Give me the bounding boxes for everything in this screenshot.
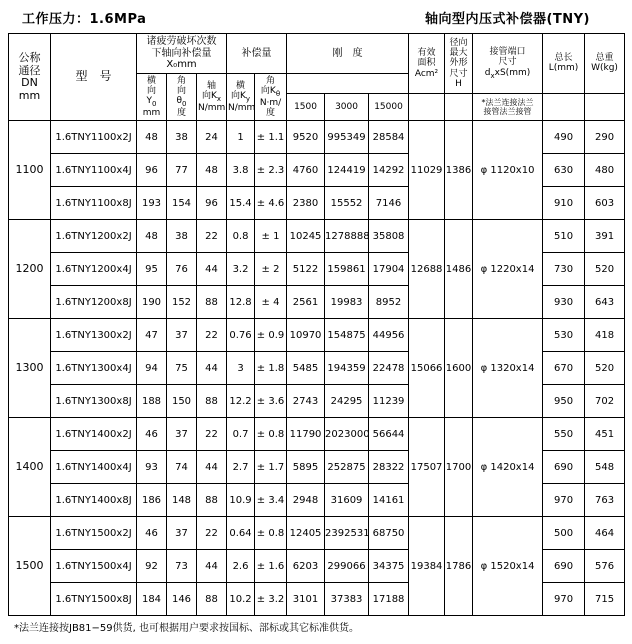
model-cell: 1.6TNY1100x8J	[51, 187, 137, 220]
dn-cell: 1500	[9, 517, 51, 616]
cycles-1500-cell: 46	[137, 517, 167, 550]
header-kt-l3: N·m/度	[259, 97, 282, 119]
ktheta-cell: 22478	[369, 352, 409, 385]
angular-cell: ± 0.9	[255, 319, 287, 352]
lateral-cell: 0.8	[227, 220, 255, 253]
lateral-cell: 3	[227, 352, 255, 385]
ky-cell: 19983	[325, 286, 369, 319]
cycles-1500-cell: 48	[137, 220, 167, 253]
header-ky-l1: 横	[236, 80, 246, 91]
header-total-weight	[585, 34, 625, 94]
cycles-3000-cell: 37	[167, 517, 197, 550]
cycles-3000-cell: 37	[167, 319, 197, 352]
length-cell: 670	[543, 352, 585, 385]
angular-cell: ± 2	[255, 253, 287, 286]
ky-cell: 15552	[325, 187, 369, 220]
header-area-l1: 有效	[417, 47, 436, 58]
length-cell: 930	[543, 286, 585, 319]
angular-cell: ± 2.3	[255, 154, 287, 187]
cycles-1500-cell: 193	[137, 187, 167, 220]
cycles-15000-cell: 44	[197, 352, 227, 385]
pipe-cell: φ 1320x14	[473, 319, 543, 418]
cycles-15000-cell: 22	[197, 220, 227, 253]
header-ky-l3: N/mm	[228, 102, 256, 113]
angular-cell: ± 1.1	[255, 121, 287, 154]
pipe-cell: φ 1420x14	[473, 418, 543, 517]
length-cell: 970	[543, 583, 585, 616]
model-cell: 1.6TNY1500x2J	[51, 517, 137, 550]
header-h-note	[445, 93, 473, 121]
kx-cell: 2743	[287, 385, 325, 418]
ktheta-cell: 35808	[369, 220, 409, 253]
ktheta-cell: 14292	[369, 154, 409, 187]
lateral-cell: 3.2	[227, 253, 255, 286]
weight-cell: 763	[585, 484, 625, 517]
table-header	[9, 34, 625, 121]
model-cell: 1.6TNY1100x4J	[51, 154, 137, 187]
document-title-bar	[8, 6, 624, 33]
area-cell: 15066	[409, 319, 445, 418]
cycles-15000-cell: 22	[197, 319, 227, 352]
angular-cell: ± 1.6	[255, 550, 287, 583]
table-row	[9, 418, 625, 451]
ktheta-cell: 14161	[369, 484, 409, 517]
lateral-cell: 2.6	[227, 550, 255, 583]
angular-cell: ± 3.6	[255, 385, 287, 418]
angular-cell: ± 3.2	[255, 583, 287, 616]
cycles-3000-cell: 73	[167, 550, 197, 583]
specification-table	[8, 33, 625, 616]
weight-cell: 451	[585, 418, 625, 451]
model-cell: 1.6TNY1200x4J	[51, 253, 137, 286]
ky-cell: 299066	[325, 550, 369, 583]
header-len-l1: 总长	[554, 53, 573, 64]
weight-cell: 290	[585, 121, 625, 154]
header-dn-l1: 公称	[18, 50, 41, 64]
header-angular	[167, 73, 197, 121]
header-angular-l1: 角	[176, 75, 186, 86]
h-cell: 1386	[445, 121, 473, 220]
kx-cell: 2948	[287, 484, 325, 517]
ktheta-cell: 28584	[369, 121, 409, 154]
angular-cell: ± 4.6	[255, 187, 287, 220]
kx-cell: 4760	[287, 154, 325, 187]
lateral-cell: 12.2	[227, 385, 255, 418]
length-cell: 550	[543, 418, 585, 451]
table-body	[9, 121, 625, 616]
model-cell: 1.6TNY1400x4J	[51, 451, 137, 484]
cycles-1500-cell: 186	[137, 484, 167, 517]
footnote: *法兰连接按JB81−59供货, 也可根据用户要求按国标、部标或其它标准供货。	[14, 623, 359, 635]
cycles-3000-cell: 146	[167, 583, 197, 616]
cycles-1500-cell: 94	[137, 352, 167, 385]
header-pipe-l2: 尺寸	[498, 57, 517, 68]
header-lateral-l1: 横	[146, 75, 156, 86]
ktheta-cell: 44956	[369, 319, 409, 352]
table-row	[9, 517, 625, 550]
model-cell: 1.6TNY1100x2J	[51, 121, 137, 154]
cycles-15000-cell: 44	[197, 451, 227, 484]
model-cell: 1.6TNY1500x4J	[51, 550, 137, 583]
kx-cell: 3101	[287, 583, 325, 616]
weight-cell: 576	[585, 550, 625, 583]
header-stiffness: 刚 度	[287, 34, 409, 74]
cycles-3000-cell: 152	[167, 286, 197, 319]
kx-cell: 10245	[287, 220, 325, 253]
cycles-1500-cell: 96	[137, 154, 167, 187]
header-fatigue-line3: X₀mm	[166, 59, 197, 70]
header-dn-l4: mm	[18, 88, 41, 102]
ky-cell: 159861	[325, 253, 369, 286]
angular-cell: ± 1.8	[255, 352, 287, 385]
ky-cell: 995349	[325, 121, 369, 154]
cycles-15000-cell: 88	[197, 286, 227, 319]
header-angular-l3: $\theta_0$	[176, 96, 187, 108]
model-cell: 1.6TNY1300x2J	[51, 319, 137, 352]
angular-cell: ± 4	[255, 286, 287, 319]
length-cell: 490	[543, 121, 585, 154]
cycles-1500-cell: 92	[137, 550, 167, 583]
header-h-l1: 径向	[449, 37, 468, 48]
angular-cell: ± 1.7	[255, 451, 287, 484]
cycles-1500-cell: 184	[137, 583, 167, 616]
header-angular-l2: 向	[176, 85, 186, 96]
ky-cell: 37383	[325, 583, 369, 616]
ktheta-cell: 34375	[369, 550, 409, 583]
header-ky-l2: 向$K_y$	[230, 91, 251, 103]
weight-cell: 418	[585, 319, 625, 352]
length-cell: 500	[543, 517, 585, 550]
header-pipe-size	[473, 34, 543, 94]
kx-cell: 5122	[287, 253, 325, 286]
pipe-cell: φ 1220x14	[473, 220, 543, 319]
weight-cell: 391	[585, 220, 625, 253]
ky-cell: 24295	[325, 385, 369, 418]
model-cell: 1.6TNY1300x4J	[51, 352, 137, 385]
length-cell: 630	[543, 154, 585, 187]
pipe-cell: φ 1520x14	[473, 517, 543, 616]
model-cell: 1.6TNY1200x8J	[51, 286, 137, 319]
lateral-cell: 3.8	[227, 154, 255, 187]
cycles-1500-cell: 190	[137, 286, 167, 319]
weight-cell: 520	[585, 253, 625, 286]
model-cell: 1.6TNY1400x2J	[51, 418, 137, 451]
h-cell: 1700	[445, 418, 473, 517]
weight-cell: 520	[585, 352, 625, 385]
header-ktheta	[255, 73, 287, 121]
header-len-l2: L(mm)	[548, 63, 579, 74]
header-kx	[197, 73, 227, 121]
cycles-15000-cell: 44	[197, 550, 227, 583]
weight-cell: 480	[585, 154, 625, 187]
ktheta-cell: 7146	[369, 187, 409, 220]
model-cell: 1.6TNY1200x2J	[51, 220, 137, 253]
lateral-cell: 0.7	[227, 418, 255, 451]
header-angular-l4: 度	[176, 108, 186, 119]
header-h-l2: 最大	[449, 47, 468, 58]
header-h-l5: H	[455, 78, 462, 89]
header-total-length	[543, 34, 585, 94]
header-radial-h	[445, 34, 473, 94]
header-lateral	[137, 73, 167, 121]
length-cell: 950	[543, 385, 585, 418]
product-type-title: 轴向型内压式补偿器(TNY)	[424, 12, 590, 27]
header-lateral-l2: 向	[146, 85, 156, 96]
cycles-15000-cell: 22	[197, 418, 227, 451]
cycles-3000-cell: 37	[167, 418, 197, 451]
header-fatigue-line1: 诸疲劳破坏次数	[146, 36, 217, 47]
lateral-cell: 10.2	[227, 583, 255, 616]
weight-cell: 464	[585, 517, 625, 550]
ktheta-cell: 17904	[369, 253, 409, 286]
ktheta-cell: 8952	[369, 286, 409, 319]
cycles-1500-cell: 48	[137, 121, 167, 154]
header-pipe-l3: $d_xxS(mm)$	[484, 67, 531, 80]
area-cell: 11029	[409, 121, 445, 220]
cycles-1500-cell: 188	[137, 385, 167, 418]
lateral-cell: 12.8	[227, 286, 255, 319]
angular-cell: ± 0.8	[255, 418, 287, 451]
model-cell: 1.6TNY1500x8J	[51, 583, 137, 616]
weight-cell: 643	[585, 286, 625, 319]
cycles-3000-cell: 154	[167, 187, 197, 220]
ky-cell: 194359	[325, 352, 369, 385]
lateral-cell: 15.4	[227, 187, 255, 220]
pipe-cell: φ 1120x10	[473, 121, 543, 220]
header-kx-l1: 轴	[207, 80, 217, 91]
header-model: 型 号	[51, 34, 137, 121]
kx-cell: 10970	[287, 319, 325, 352]
header-len-note	[543, 93, 585, 121]
area-cell: 12688	[409, 220, 445, 319]
angular-cell: ± 3.4	[255, 484, 287, 517]
kx-cell: 2380	[287, 187, 325, 220]
length-cell: 970	[543, 484, 585, 517]
model-cell: 1.6TNY1400x8J	[51, 484, 137, 517]
length-cell: 530	[543, 319, 585, 352]
kx-cell: 9520	[287, 121, 325, 154]
cycles-15000-cell: 24	[197, 121, 227, 154]
length-cell: 690	[543, 550, 585, 583]
lateral-cell: 1	[227, 121, 255, 154]
h-cell: 1486	[445, 220, 473, 319]
angular-cell: ± 0.8	[255, 517, 287, 550]
ky-cell: 154875	[325, 319, 369, 352]
header-kx-l2: 向$K_x$	[201, 91, 222, 103]
header-h-l3: 外形	[449, 58, 468, 69]
length-cell: 690	[543, 451, 585, 484]
header-lateral-l3: $Y_0$	[146, 96, 157, 108]
cycles-15000-cell: 44	[197, 253, 227, 286]
header-kt-l1: 角	[266, 75, 276, 86]
ktheta-cell: 28322	[369, 451, 409, 484]
header-pipe-note: *法兰连接法兰 接管法兰接管	[473, 93, 543, 121]
cycles-15000-cell: 96	[197, 187, 227, 220]
header-h-l4: 尺寸	[449, 68, 468, 79]
kx-cell: 5485	[287, 352, 325, 385]
header-w-l2: W(kg)	[591, 63, 618, 74]
ky-cell: 2023000	[325, 418, 369, 451]
length-cell: 510	[543, 220, 585, 253]
kx-cell: 12405	[287, 517, 325, 550]
header-cycles-3000: 3000	[325, 93, 369, 121]
weight-cell: 715	[585, 583, 625, 616]
dn-cell: 1200	[9, 220, 51, 319]
lateral-cell: 10.9	[227, 484, 255, 517]
cycles-15000-cell: 88	[197, 385, 227, 418]
kx-cell: 6203	[287, 550, 325, 583]
cycles-3000-cell: 150	[167, 385, 197, 418]
ktheta-cell: 56644	[369, 418, 409, 451]
ky-cell: 2392531	[325, 517, 369, 550]
header-fatigue-line2: 下轴向补偿量	[151, 47, 212, 59]
header-w-note	[585, 93, 625, 121]
header-area-l3: Acm²	[414, 68, 439, 79]
header-effective-area	[409, 34, 445, 94]
header-lateral-l4: mm	[142, 108, 161, 119]
header-compensation: 补偿量	[227, 34, 287, 74]
cycles-15000-cell: 22	[197, 517, 227, 550]
dn-cell: 1300	[9, 319, 51, 418]
ktheta-cell: 17188	[369, 583, 409, 616]
ky-cell: 31609	[325, 484, 369, 517]
table-row	[9, 319, 625, 352]
cycles-3000-cell: 38	[167, 220, 197, 253]
lateral-cell: 0.64	[227, 517, 255, 550]
header-kx-l3: N/mm	[198, 102, 226, 113]
cycles-15000-cell: 88	[197, 583, 227, 616]
header-area-l2: 面积	[417, 58, 436, 69]
lateral-cell: 0.76	[227, 319, 255, 352]
ktheta-cell: 11239	[369, 385, 409, 418]
header-dn-l3: DN	[21, 76, 38, 90]
header-pipe-l1: 接管端口	[489, 47, 526, 58]
ktheta-cell: 68750	[369, 517, 409, 550]
header-row-1	[9, 34, 625, 74]
header-cycles-15000: 15000	[369, 93, 409, 121]
model-cell: 1.6TNY1300x8J	[51, 385, 137, 418]
dn-cell: 1100	[9, 121, 51, 220]
lateral-cell: 2.7	[227, 451, 255, 484]
cycles-1500-cell: 47	[137, 319, 167, 352]
ky-cell: 124419	[325, 154, 369, 187]
length-cell: 910	[543, 187, 585, 220]
header-dn-l2: 通径	[18, 63, 41, 77]
table-row	[9, 121, 625, 154]
header-w-l1: 总重	[595, 53, 614, 64]
header-fatigue	[137, 34, 227, 74]
cycles-3000-cell: 76	[167, 253, 197, 286]
ky-cell: 1278888	[325, 220, 369, 253]
header-ky	[227, 73, 255, 121]
cycles-3000-cell: 148	[167, 484, 197, 517]
cycles-1500-cell: 46	[137, 418, 167, 451]
cycles-3000-cell: 38	[167, 121, 197, 154]
header-kt-l2: 向$K_\theta$	[260, 85, 281, 98]
dn-cell: 1400	[9, 418, 51, 517]
ky-cell: 252875	[325, 451, 369, 484]
kx-cell: 5895	[287, 451, 325, 484]
area-cell: 19384	[409, 517, 445, 616]
angular-cell: ± 1	[255, 220, 287, 253]
length-cell: 730	[543, 253, 585, 286]
header-cycles-1500: 1500	[287, 93, 325, 121]
h-cell: 1600	[445, 319, 473, 418]
weight-cell: 702	[585, 385, 625, 418]
h-cell: 1786	[445, 517, 473, 616]
table-row	[9, 220, 625, 253]
cycles-3000-cell: 74	[167, 451, 197, 484]
header-area-note	[409, 93, 445, 121]
cycles-15000-cell: 48	[197, 154, 227, 187]
cycles-15000-cell: 88	[197, 484, 227, 517]
working-pressure-title: 工作压力：1.6MPa	[22, 12, 147, 27]
kx-cell: 2561	[287, 286, 325, 319]
kx-cell: 11790	[287, 418, 325, 451]
cycles-1500-cell: 95	[137, 253, 167, 286]
cycles-3000-cell: 75	[167, 352, 197, 385]
cycles-1500-cell: 93	[137, 451, 167, 484]
weight-cell: 603	[585, 187, 625, 220]
header-dn	[9, 34, 51, 121]
cycles-3000-cell: 77	[167, 154, 197, 187]
area-cell: 17507	[409, 418, 445, 517]
weight-cell: 548	[585, 451, 625, 484]
